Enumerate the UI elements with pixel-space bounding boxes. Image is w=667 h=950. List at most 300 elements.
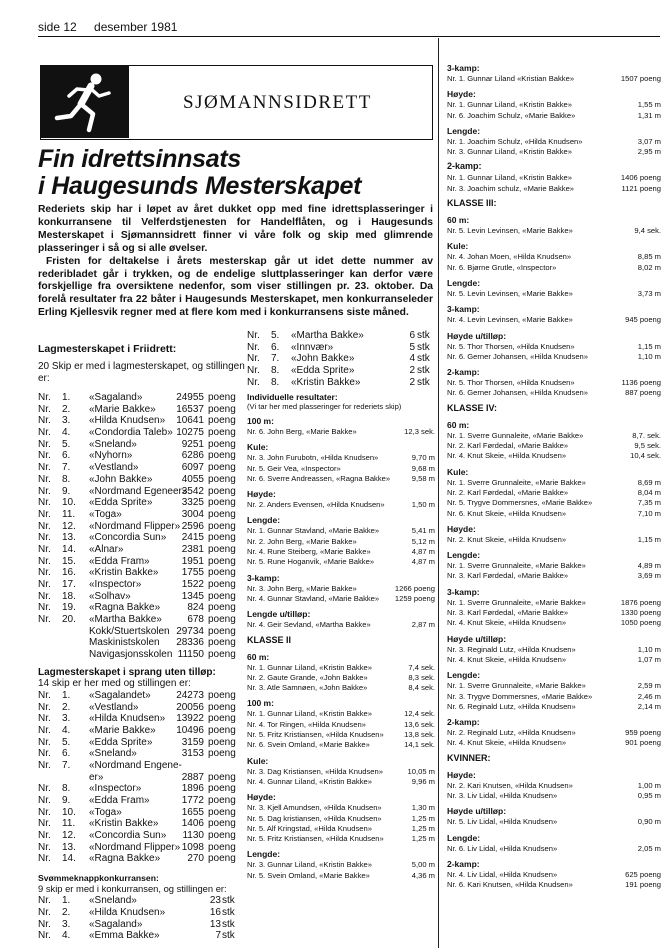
score-value: 3159 xyxy=(181,736,204,748)
score-unit: poeng xyxy=(208,427,236,439)
result-heading: 2-kamp: xyxy=(447,161,482,172)
athlete-entry: Nr. 5. Thor Thorsen, «Hilda Knudsen» xyxy=(447,341,575,351)
rank-label: Nr. xyxy=(38,713,51,725)
athlete-entry: Nr. 6. Gerner Johansen, «Hilda Knudsen» xyxy=(447,351,588,361)
rank-label: Nr. xyxy=(38,795,51,806)
score-value: 13922 xyxy=(176,713,204,725)
score-value: 1345 xyxy=(181,590,204,602)
table-row xyxy=(38,602,253,614)
athlete-entry: Nr. 6. Reginald Lutz, «Hilda Knudsen» xyxy=(447,701,576,711)
athlete-entry: Nr. 3. Trygve Dommersnes, «Marie Bakke» xyxy=(447,691,593,701)
rank-label: Nr. xyxy=(247,376,260,388)
result-value: 8,04 m xyxy=(637,487,661,497)
section-title: SJØMANNSIDRETT xyxy=(183,92,372,113)
result-row xyxy=(447,844,661,854)
score-value: 1098 xyxy=(181,841,204,853)
rank-label: Nr. xyxy=(38,724,51,736)
score-unit: poeng xyxy=(208,649,236,661)
result-row xyxy=(447,388,661,398)
result-heading: Kule: xyxy=(247,442,269,453)
athlete-entry: Nr. 1. Sverre Grunnaleite, «Marie Bakke» xyxy=(447,477,586,487)
score-value: 1755 xyxy=(181,567,204,579)
score-unit: stk xyxy=(222,918,235,930)
result-row xyxy=(447,571,661,581)
athlete-entry: Nr. 4. Knut Skeie, «Hilda Knudsen» xyxy=(447,654,567,664)
result-heading: 2-kamp: xyxy=(447,858,480,869)
score-value: 28336 xyxy=(176,637,204,649)
rank-label: Nr. xyxy=(38,818,51,830)
score-value: 1772 xyxy=(181,795,204,806)
score-value: 29734 xyxy=(176,625,204,637)
score-value: 4055 xyxy=(181,473,204,485)
result-value: 13,6 sek. xyxy=(404,719,435,729)
athlete-entry: Nr. 5. Liv Lidal, «Hilda Knudsen» xyxy=(447,817,558,827)
score-value: 2415 xyxy=(181,532,204,544)
result-value: 1050 poeng xyxy=(620,618,661,628)
result-row xyxy=(447,598,661,608)
rank-number: 16. xyxy=(62,567,76,579)
result-row xyxy=(447,147,661,157)
rank-number: 10. xyxy=(62,497,76,509)
result-row xyxy=(247,803,435,813)
result-value: 1,15 m xyxy=(637,534,661,544)
result-row xyxy=(247,453,435,463)
result-heading: 60 m: xyxy=(247,651,270,662)
result-value: 12,4 sek. xyxy=(404,709,435,719)
rank-number: 19. xyxy=(62,602,76,614)
ship-name: «Kristin Bakke» xyxy=(89,818,159,830)
athlete-entry: Nr. 3. Karl Førdedal, «Marie Bakke» xyxy=(447,571,569,581)
table-row xyxy=(38,748,253,760)
score-unit: stk xyxy=(417,376,430,388)
note-line: er: xyxy=(38,373,50,384)
score-value: 2887 xyxy=(181,771,204,783)
result-heading: 3-kamp: xyxy=(447,304,480,315)
rank-number: 13. xyxy=(62,841,76,853)
column-divider xyxy=(438,38,439,948)
score-unit: poeng xyxy=(208,625,236,637)
score-unit: poeng xyxy=(208,462,236,474)
result-value: 8,7. sek. xyxy=(632,430,661,440)
score-unit: poeng xyxy=(208,795,236,806)
result-value: 5,12 m xyxy=(411,536,435,546)
table-row xyxy=(38,626,253,638)
score-value: 16 xyxy=(209,906,221,918)
result-row xyxy=(447,478,661,488)
table-row xyxy=(38,556,253,568)
rank-number: 8. xyxy=(62,783,71,795)
score-unit: stk xyxy=(417,353,430,365)
table-row xyxy=(38,725,253,737)
result-value: 191 poeng xyxy=(625,880,661,890)
result-value: 9,68 m xyxy=(411,463,435,473)
table-row xyxy=(38,404,253,416)
athlete-entry: Nr. 3. Liv Lidal, «Hilda Knudsen» xyxy=(447,790,558,800)
athlete-entry: Nr. 2. Karl Førdedal, «Marie Bakke» xyxy=(447,487,569,497)
result-row xyxy=(447,817,661,827)
result-heading: 60 m: xyxy=(447,215,470,226)
rank-number: 17. xyxy=(62,579,76,590)
score-unit: poeng xyxy=(208,724,236,736)
score-value: 1130 xyxy=(182,830,204,842)
table-row xyxy=(38,649,253,661)
section-banner xyxy=(40,65,433,140)
result-heading: 3-kamp: xyxy=(447,586,480,597)
athlete-entry: Nr. 3. Atle Samnøen, «John Bakke» xyxy=(247,683,368,693)
result-row xyxy=(447,561,661,571)
ship-name: «Kristin Bakke» xyxy=(291,376,361,388)
score-value: 7 xyxy=(215,930,221,942)
score-unit: poeng xyxy=(208,567,236,579)
result-row xyxy=(447,535,661,545)
athlete-entry: Nr. 2. Kari Knutsen, «Hilda Knudsen» xyxy=(447,780,573,790)
table-row xyxy=(38,474,253,486)
score-unit: poeng xyxy=(208,637,236,649)
rank-number: 12. xyxy=(62,830,76,842)
result-value: 3,69 m xyxy=(637,571,661,581)
result-value: 10,4 sek. xyxy=(630,451,661,461)
rank-number: 3. xyxy=(62,918,71,930)
table-row xyxy=(38,637,253,649)
table-row xyxy=(38,392,253,404)
rank-number: 4. xyxy=(62,427,71,439)
rank-label: Nr. xyxy=(247,365,260,377)
result-row xyxy=(447,608,661,618)
athlete-entry: Nr. 3. Dag Kristiansen, «Hilda Knudsen» xyxy=(247,766,383,776)
athlete-entry: Nr. 2. Reginald Lutz, «Hilda Knudsen» xyxy=(447,728,576,738)
score-value: 3542 xyxy=(181,485,204,497)
result-value: 1,15 m xyxy=(637,341,661,351)
score-unit: poeng xyxy=(208,485,236,497)
ship-name: «Concordia Sun» xyxy=(89,830,167,842)
result-row xyxy=(247,500,435,510)
svomme-table-continued xyxy=(247,330,435,388)
ship-name: «Edda Sprite» xyxy=(89,497,153,509)
result-row xyxy=(247,777,435,787)
table-row xyxy=(38,713,253,725)
result-value: 1136 poeng xyxy=(621,378,661,388)
result-value: 1266 poeng xyxy=(394,583,435,593)
result-value: 1121 poeng xyxy=(621,183,661,193)
rank-label: Nr. xyxy=(38,392,51,403)
ship-name: «Nordmand Flipper» xyxy=(89,841,181,853)
score-unit: stk xyxy=(222,930,235,942)
left-column xyxy=(38,343,253,942)
ship-name: «Toga» xyxy=(89,806,122,818)
result-row xyxy=(447,441,661,451)
athlete-entry: Nr. 3. John Furubotn, «Hilda Knudsen» xyxy=(247,453,379,463)
ship-name: «Sneland» xyxy=(89,895,137,907)
result-row xyxy=(247,464,435,474)
rank-label: Nr. xyxy=(38,450,51,462)
athlete-entry: Nr. 6. John Berg, «Marie Bakke» xyxy=(247,427,357,436)
athlete-entry: Nr. 4. Johan Moen, «Hilda Knudsen» xyxy=(447,252,572,262)
result-value: 9,70 m xyxy=(411,453,435,463)
score-unit: poeng xyxy=(208,403,236,415)
result-heading: 3-kamp: xyxy=(247,572,280,583)
rank-label: Nr. xyxy=(38,427,51,439)
table-row xyxy=(38,737,253,749)
rank-number: 6. xyxy=(62,748,71,760)
ship-name: «Hilda Knudsen» xyxy=(89,906,166,918)
score-value: 678 xyxy=(187,614,204,626)
rank-number: 1. xyxy=(62,895,71,907)
rank-label: Nr. xyxy=(38,748,51,760)
result-value: 8,3 sek. xyxy=(408,672,435,682)
result-value: 8,69 m xyxy=(637,477,661,487)
result-value: 10,05 m xyxy=(407,766,435,776)
score-unit: poeng xyxy=(208,520,236,532)
table-row xyxy=(38,415,253,427)
rank-number: 7. xyxy=(271,353,280,365)
ship-name: «Edda Sprite» xyxy=(89,736,153,748)
ship-name: «Hilda Knudsen» xyxy=(89,415,166,427)
result-value: 1,50 m xyxy=(411,500,435,510)
ship-name: «Ragna Bakke» xyxy=(89,853,161,865)
result-value: 7,35 m xyxy=(637,498,661,508)
table-row xyxy=(247,342,435,354)
table-row xyxy=(38,919,253,931)
athlete-entry: Nr. 1. Sverre Grunnaleite, «Marie Bakke» xyxy=(447,597,586,607)
athlete-entry: Nr. 4. Liv Lidal, «Hilda Knudsen» xyxy=(447,869,558,879)
result-value: 2,46 m xyxy=(637,691,661,701)
table-row xyxy=(38,450,253,462)
headline-line-1: Fin idrettsinnsats xyxy=(38,145,241,173)
article-headline xyxy=(38,146,361,200)
score-unit: stk xyxy=(222,906,235,918)
individual-results xyxy=(247,416,435,881)
rank-label: Nr. xyxy=(38,567,51,579)
athlete-entry: Nr. 1. Gunnar Liland «Kristian Bakke» xyxy=(447,74,575,83)
score-unit: poeng xyxy=(208,532,236,544)
score-unit: poeng xyxy=(208,543,236,555)
table-row xyxy=(38,853,253,865)
result-value: 1876 poeng xyxy=(620,597,661,607)
table-row xyxy=(38,427,253,439)
result-value: 5,41 m xyxy=(411,526,435,536)
individual-title: Individuelle resultater: xyxy=(247,392,338,402)
right-results xyxy=(447,63,661,890)
table-row xyxy=(38,532,253,544)
result-value: 1406 poeng xyxy=(620,173,661,183)
ship-name: «Solhav» xyxy=(89,590,131,602)
rank-label: Nr. xyxy=(38,473,51,485)
score-unit: poeng xyxy=(208,579,236,590)
rank-label: Nr. xyxy=(38,736,51,748)
result-value: 8,85 m xyxy=(637,252,661,262)
score-unit: poeng xyxy=(208,841,236,853)
score-value: 10496 xyxy=(176,724,204,736)
result-value: 2,95 m xyxy=(637,147,661,157)
score-unit: stk xyxy=(417,330,430,341)
athlete-entry: Nr. 3. Reginald Lutz, «Hilda Knudsen» xyxy=(447,644,576,654)
ship-name: «Edda Sprite» xyxy=(291,365,355,377)
result-row xyxy=(447,870,661,880)
rank-number: 4. xyxy=(62,930,71,942)
athlete-entry: Nr. 5. Trygve Dommersnes, «Marie Bakke» xyxy=(447,498,593,508)
rank-number: 9. xyxy=(62,795,71,806)
result-value: 1,25 m xyxy=(411,834,435,844)
result-value: 9,96 m xyxy=(411,776,435,786)
rank-number: 2. xyxy=(62,906,71,918)
table-row xyxy=(38,591,253,603)
result-heading: Høyde: xyxy=(247,489,276,500)
athlete-entry: Nr. 5. Fritz Kristiansen, «Hilda Knudsen» xyxy=(247,834,384,844)
result-value: 1,07 m xyxy=(637,654,661,664)
athlete-entry: Nr. 5. Thor Thorsen, «Hilda Knudsen» xyxy=(447,378,575,388)
table-row xyxy=(38,702,253,714)
result-value: 1507 poeng xyxy=(620,74,661,83)
athlete-entry: Nr. 1. Joachim Schulz, «Hilda Knudsen» xyxy=(447,136,583,146)
ship-name: Maskinistskolen xyxy=(89,637,160,649)
athlete-entry: Nr. 1. Sverre Grunnaleite, «Marie Bakke» xyxy=(447,681,586,691)
athlete-entry: Nr. 4. Rune Steiberg, «Marie Bakke» xyxy=(247,547,371,557)
rank-label: Nr. xyxy=(247,353,260,365)
rank-number: 8. xyxy=(271,365,280,377)
result-heading: Kule: xyxy=(247,755,269,766)
result-heading: 100 m: xyxy=(247,698,274,709)
rank-label: Nr. xyxy=(38,543,51,555)
score-unit: poeng xyxy=(208,555,236,567)
table-row xyxy=(38,818,253,830)
result-value: 1330 poeng xyxy=(620,608,661,618)
rank-number: 11. xyxy=(62,508,76,520)
score-unit: poeng xyxy=(208,508,236,520)
rank-number: 3. xyxy=(62,713,71,725)
rank-number: 15. xyxy=(62,555,76,567)
score-value: 11150 xyxy=(177,649,204,661)
rank-label: Nr. xyxy=(38,415,51,427)
result-heading: 60 m: xyxy=(447,419,470,430)
rank-label: Nr. xyxy=(38,614,51,626)
ship-name: «Condordia Taleb» xyxy=(89,427,173,439)
athlete-entry: Nr. 4. Gunnar Stavland, «Marie Bakke» xyxy=(247,593,380,603)
result-value: 4,87 m xyxy=(411,557,435,567)
ship-name: «Concordia Sun» xyxy=(89,532,167,544)
result-heading: Høyde u/tilløp: xyxy=(447,330,507,341)
ship-name: «Toga» xyxy=(89,508,122,520)
result-row xyxy=(247,814,435,824)
athlete-entry: Nr. 2. Knut Skeie, «Hilda Knudsen» xyxy=(447,534,567,544)
result-value: 1,30 m xyxy=(411,803,435,813)
result-value: 901 poeng xyxy=(625,738,661,748)
result-row xyxy=(447,173,661,183)
result-value: 7,4 sek. xyxy=(408,662,435,672)
result-heading: Kule: xyxy=(447,466,469,477)
table-row xyxy=(247,377,435,389)
result-value: 3,07 m xyxy=(637,136,661,146)
result-row xyxy=(247,740,435,750)
result-row xyxy=(247,673,435,683)
table-row xyxy=(247,365,435,377)
right-column xyxy=(447,58,661,890)
score-unit: poeng xyxy=(208,689,236,701)
table-row xyxy=(247,330,435,342)
result-row xyxy=(247,709,435,719)
ship-name: «John Bakke» xyxy=(89,473,153,485)
rank-label: Nr. xyxy=(38,532,51,544)
page-header xyxy=(38,20,191,34)
result-value: 945 poeng xyxy=(625,315,661,325)
result-value: 9,5 sek. xyxy=(634,441,661,451)
result-heading: 100 m: xyxy=(247,416,274,426)
result-heading: Lengde: xyxy=(447,550,481,561)
result-value: 625 poeng xyxy=(625,869,661,879)
result-heading: Høyde: xyxy=(447,89,476,100)
result-row xyxy=(447,692,661,702)
athlete-entry: Nr. 1. Gunnar Liland, «Kristin Bakke» xyxy=(247,662,372,672)
table-row xyxy=(247,353,435,365)
result-row xyxy=(447,728,661,738)
athlete-entry: Nr. 3. John Berg, «Marie Bakke» xyxy=(247,583,357,593)
rank-number: 6. xyxy=(62,450,71,462)
ship-name: «Martha Bakke» xyxy=(89,614,162,626)
rank-label: Nr. xyxy=(38,555,51,567)
ship-name: «Sagaland» xyxy=(89,392,143,403)
score-unit: poeng xyxy=(208,392,236,403)
ship-name: «Edda Fram» xyxy=(89,795,150,806)
runner-logo xyxy=(41,66,129,138)
result-value: 9,58 m xyxy=(411,473,435,483)
score-value: 6 xyxy=(409,330,415,341)
ship-name: «Kristin Bakke» xyxy=(89,567,159,579)
score-unit: poeng xyxy=(208,614,236,626)
table-row xyxy=(38,544,253,556)
result-row xyxy=(447,137,661,147)
athlete-entry: Nr. 4. Tor Ringen, «Hilda Knudsen» xyxy=(247,719,366,729)
result-row xyxy=(447,252,661,262)
result-row xyxy=(247,526,435,536)
score-unit: stk xyxy=(222,895,235,907)
ship-name: «Innvær» xyxy=(291,341,334,353)
ship-name: «Sagalandet» xyxy=(89,689,151,701)
runner-icon xyxy=(41,66,129,138)
result-value: 887 poeng xyxy=(625,388,661,398)
athlete-entry: Nr. 3. Gunnar Liland, «Kristin Bakke» xyxy=(447,147,572,157)
rank-label: Nr. xyxy=(38,918,51,930)
score-value: 2381 xyxy=(181,543,204,555)
result-row xyxy=(447,100,661,110)
score-value: 5 xyxy=(409,341,415,353)
result-heading: Lengde: xyxy=(247,515,281,526)
result-heading: KLASSE II xyxy=(247,634,292,645)
rank-number: 8. xyxy=(271,376,280,388)
table-row xyxy=(38,930,253,942)
score-unit: poeng xyxy=(208,818,236,830)
result-value: 1259 poeng xyxy=(394,593,435,603)
rank-number: 6. xyxy=(271,341,280,353)
rank-number: 10. xyxy=(62,806,76,818)
result-heading: KVINNER: xyxy=(447,752,491,763)
table-row xyxy=(38,830,253,842)
table-row xyxy=(38,614,253,626)
result-row xyxy=(447,498,661,508)
result-value: 1,00 m xyxy=(637,780,661,790)
rank-label: Nr. xyxy=(38,701,51,713)
score-unit: poeng xyxy=(208,450,236,462)
score-value: 20056 xyxy=(176,701,204,713)
athlete-entry: Nr. 1. Sverre Grunnaleite, «Marie Bakke» xyxy=(447,561,586,571)
ship-name: «Emma Bakke» xyxy=(89,930,160,942)
rank-number: 7. xyxy=(62,759,71,771)
athlete-entry: Nr. 3. Kjell Amundsen, «Hilda Knudsen» xyxy=(247,803,382,813)
note-line: 20 Skip er med i lagmesterskapet, og stillingen xyxy=(38,361,245,372)
result-value: 0,95 m xyxy=(637,790,661,800)
result-row xyxy=(247,767,435,777)
sprang-note: 14 skip er her med og stillingen er: xyxy=(38,677,191,689)
result-heading: Høyde: xyxy=(247,792,276,803)
result-heading: KLASSE III: xyxy=(447,198,497,209)
